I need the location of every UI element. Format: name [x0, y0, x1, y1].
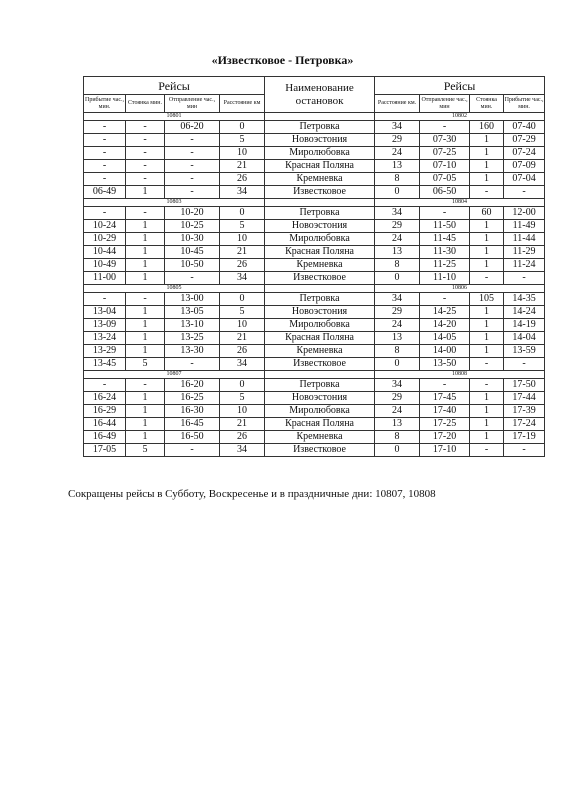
table-row — [84, 272, 545, 285]
trip-number: 10804 — [375, 199, 545, 207]
col-header-arrival: Прибытие час., мин. — [504, 95, 545, 113]
arrival-cell: 13-45 — [84, 358, 126, 371]
stop-name-cell: Петровка — [265, 121, 375, 134]
distance-cell: 10 — [220, 147, 265, 160]
stop-time-cell: 1 — [126, 418, 165, 431]
trip-number-row — [84, 285, 545, 293]
table-row — [84, 134, 545, 147]
arrival-cell: 07-04 — [504, 173, 545, 186]
distance-cell: 13 — [375, 246, 420, 259]
distance-cell: 26 — [220, 173, 265, 186]
arrival-cell: 07-24 — [504, 147, 545, 160]
arrival-cell: 10-29 — [84, 233, 126, 246]
trip-number: 10807 — [84, 371, 265, 379]
arrival-cell: - — [504, 444, 545, 457]
departure-cell: 13-50 — [420, 358, 470, 371]
departure-cell: 17-20 — [420, 431, 470, 444]
distance-cell: 8 — [375, 259, 420, 272]
distance-cell: 13 — [375, 160, 420, 173]
arrival-cell: 11-44 — [504, 233, 545, 246]
stop-time-cell: 1 — [470, 173, 504, 186]
arrival-cell: - — [84, 160, 126, 173]
departure-cell: 13-00 — [165, 293, 220, 306]
stop-time-cell: 1 — [470, 160, 504, 173]
distance-cell: 21 — [220, 332, 265, 345]
table-row — [84, 121, 545, 134]
stop-name-cell: Красная Поляна — [265, 246, 375, 259]
distance-cell: 29 — [375, 392, 420, 405]
distance-cell: 8 — [375, 345, 420, 358]
table-row — [84, 246, 545, 259]
stop-name-cell: Миролюбовка — [265, 233, 375, 246]
distance-cell: 5 — [220, 306, 265, 319]
arrival-cell: 10-24 — [84, 220, 126, 233]
departure-cell: - — [165, 444, 220, 457]
distance-cell: 13 — [375, 332, 420, 345]
stop-time-cell: 1 — [470, 220, 504, 233]
departure-cell: 07-05 — [420, 173, 470, 186]
arrival-cell: - — [84, 173, 126, 186]
table-row — [84, 418, 545, 431]
left-trips-header: Рейсы — [84, 77, 265, 95]
stop-time-cell: 1 — [126, 345, 165, 358]
stop-time-cell: 1 — [470, 134, 504, 147]
table-row — [84, 358, 545, 371]
departure-cell: 13-10 — [165, 319, 220, 332]
stop-time-cell: 1 — [126, 272, 165, 285]
stop-time-cell: 60 — [470, 207, 504, 220]
stop-time-cell: 1 — [470, 405, 504, 418]
distance-cell: 0 — [220, 121, 265, 134]
arrival-cell: 14-35 — [504, 293, 545, 306]
arrival-cell: - — [84, 207, 126, 220]
departure-cell: 07-10 — [420, 160, 470, 173]
stop-name-cell: Красная Поляна — [265, 332, 375, 345]
trip-number-spacer — [265, 199, 375, 207]
departure-cell: 16-30 — [165, 405, 220, 418]
stop-time-cell: - — [126, 379, 165, 392]
distance-cell: 29 — [375, 220, 420, 233]
stop-name-cell: Миролюбовка — [265, 405, 375, 418]
arrival-cell: 07-40 — [504, 121, 545, 134]
arrival-cell: 16-44 — [84, 418, 126, 431]
departure-cell: - — [420, 293, 470, 306]
stop-name-cell: Известковое — [265, 358, 375, 371]
distance-cell: 0 — [220, 207, 265, 220]
col-header-stop-time: Стоянка мин. — [470, 95, 504, 113]
stop-time-cell: 5 — [126, 444, 165, 457]
distance-cell: 0 — [375, 358, 420, 371]
arrival-cell: 11-49 — [504, 220, 545, 233]
arrival-cell: 06-49 — [84, 186, 126, 199]
stop-name-cell: Миролюбовка — [265, 147, 375, 160]
departure-cell: 14-20 — [420, 319, 470, 332]
trip-number-row — [84, 371, 545, 379]
stop-time-cell: 1 — [470, 233, 504, 246]
stop-name-cell: Петровка — [265, 207, 375, 220]
arrival-cell: 17-39 — [504, 405, 545, 418]
departure-cell: 10-30 — [165, 233, 220, 246]
departure-cell: - — [165, 186, 220, 199]
departure-cell: 07-25 — [420, 147, 470, 160]
table-row — [84, 405, 545, 418]
distance-cell: 34 — [375, 293, 420, 306]
arrival-cell: 11-00 — [84, 272, 126, 285]
distance-cell: 34 — [375, 379, 420, 392]
distance-cell: 21 — [220, 160, 265, 173]
col-header-departure: Отправление час., мин — [420, 95, 470, 113]
distance-cell: 26 — [220, 345, 265, 358]
arrival-cell: - — [504, 186, 545, 199]
arrival-cell: 07-29 — [504, 134, 545, 147]
distance-cell: 34 — [220, 358, 265, 371]
arrival-cell: 17-05 — [84, 444, 126, 457]
distance-cell: 5 — [220, 134, 265, 147]
departure-cell: - — [165, 160, 220, 173]
arrival-cell: 14-24 — [504, 306, 545, 319]
table-row — [84, 160, 545, 173]
stop-time-cell: 1 — [126, 392, 165, 405]
trip-number-spacer — [265, 285, 375, 293]
arrival-cell: 17-44 — [504, 392, 545, 405]
departure-cell: 17-10 — [420, 444, 470, 457]
stop-time-cell: 1 — [470, 345, 504, 358]
stop-name-cell: Петровка — [265, 293, 375, 306]
departure-cell: - — [420, 121, 470, 134]
distance-cell: 0 — [375, 186, 420, 199]
stop-name-cell: Красная Поляна — [265, 418, 375, 431]
distance-cell: 5 — [220, 220, 265, 233]
trip-number: 10803 — [84, 199, 265, 207]
stop-time-cell: 1 — [470, 319, 504, 332]
trip-number: 10806 — [375, 285, 545, 293]
distance-cell: 29 — [375, 134, 420, 147]
stop-time-cell: 1 — [470, 332, 504, 345]
departure-cell: - — [165, 147, 220, 160]
stop-name-cell: Новоэстония — [265, 392, 375, 405]
arrival-cell: 10-44 — [84, 246, 126, 259]
arrival-cell: - — [504, 358, 545, 371]
stop-time-cell: 105 — [470, 293, 504, 306]
right-trips-header: Рейсы — [375, 77, 545, 95]
stop-name-cell: Новоэстония — [265, 220, 375, 233]
departure-cell: 06-20 — [165, 121, 220, 134]
departure-cell: 13-30 — [165, 345, 220, 358]
stop-time-cell: 1 — [126, 431, 165, 444]
departure-cell: 10-25 — [165, 220, 220, 233]
departure-cell: 16-25 — [165, 392, 220, 405]
stop-time-cell: 1 — [470, 306, 504, 319]
distance-cell: 8 — [375, 431, 420, 444]
distance-cell: 5 — [220, 392, 265, 405]
stop-time-cell: 1 — [126, 319, 165, 332]
arrival-cell: 14-19 — [504, 319, 545, 332]
trip-number-row — [84, 113, 545, 121]
stop-time-cell: - — [126, 134, 165, 147]
stop-time-cell: 1 — [470, 147, 504, 160]
table-row — [84, 431, 545, 444]
departure-cell: 10-20 — [165, 207, 220, 220]
departure-cell: 17-40 — [420, 405, 470, 418]
arrival-cell: - — [84, 379, 126, 392]
distance-cell: 26 — [220, 431, 265, 444]
arrival-cell: 13-24 — [84, 332, 126, 345]
distance-cell: 29 — [375, 306, 420, 319]
stop-time-cell: 1 — [126, 186, 165, 199]
arrival-cell: 07-09 — [504, 160, 545, 173]
stops-header: Наименование остановок — [265, 77, 375, 113]
departure-cell: - — [165, 272, 220, 285]
distance-cell: 0 — [220, 293, 265, 306]
table-row — [84, 379, 545, 392]
stop-time-cell: 1 — [470, 259, 504, 272]
departure-cell: 14-00 — [420, 345, 470, 358]
stop-name-cell: Кремневка — [265, 431, 375, 444]
stop-time-cell: - — [126, 207, 165, 220]
stop-time-cell: 1 — [470, 392, 504, 405]
stop-name-cell: Известковое — [265, 272, 375, 285]
timetable — [83, 76, 545, 457]
arrival-cell: 16-24 — [84, 392, 126, 405]
departure-cell: 10-50 — [165, 259, 220, 272]
table-row — [84, 444, 545, 457]
stop-name-cell: Известковое — [265, 444, 375, 457]
page-title: «Известковое - Петровка» — [211, 53, 354, 67]
departure-cell: 16-20 — [165, 379, 220, 392]
table-row — [84, 173, 545, 186]
departure-cell: 11-45 — [420, 233, 470, 246]
arrival-cell: - — [84, 121, 126, 134]
stop-time-cell: - — [470, 272, 504, 285]
stop-name-cell: Известковое — [265, 186, 375, 199]
distance-cell: 21 — [220, 418, 265, 431]
table-row — [84, 147, 545, 160]
trip-number-spacer — [265, 371, 375, 379]
arrival-cell: 13-04 — [84, 306, 126, 319]
footnote: Сокращены рейсы в Субботу, Воскресенье и в праздничные дни: 10807, 10808 — [68, 488, 436, 500]
stop-time-cell: - — [470, 444, 504, 457]
distance-cell: 34 — [220, 444, 265, 457]
departure-cell: - — [165, 358, 220, 371]
stop-name-cell: Кремневка — [265, 173, 375, 186]
arrival-cell: 11-29 — [504, 246, 545, 259]
departure-cell: 11-10 — [420, 272, 470, 285]
distance-cell: 24 — [375, 319, 420, 332]
stop-time-cell: - — [470, 186, 504, 199]
stop-time-cell: - — [126, 121, 165, 134]
table-row — [84, 259, 545, 272]
col-header-distance: Расстояние км. — [375, 95, 420, 113]
arrival-cell: 16-29 — [84, 405, 126, 418]
departure-cell: 17-45 — [420, 392, 470, 405]
stop-name-cell: Кремневка — [265, 259, 375, 272]
arrival-cell: 12-00 — [504, 207, 545, 220]
departure-cell: 11-50 — [420, 220, 470, 233]
stop-name-cell: Красная Поляна — [265, 160, 375, 173]
departure-cell: 10-45 — [165, 246, 220, 259]
trip-number: 10802 — [375, 113, 545, 121]
departure-cell: 13-05 — [165, 306, 220, 319]
table-row — [84, 207, 545, 220]
departure-cell: 13-25 — [165, 332, 220, 345]
stop-time-cell: - — [126, 160, 165, 173]
stop-time-cell: 1 — [126, 306, 165, 319]
departure-cell: - — [420, 379, 470, 392]
stop-time-cell: 1 — [126, 233, 165, 246]
trip-number: 10808 — [375, 371, 545, 379]
stop-time-cell: 160 — [470, 121, 504, 134]
stop-time-cell: 1 — [126, 259, 165, 272]
arrival-cell: 17-50 — [504, 379, 545, 392]
stop-name-cell: Новоэстония — [265, 134, 375, 147]
distance-cell: 0 — [220, 379, 265, 392]
arrival-cell: 17-24 — [504, 418, 545, 431]
stop-time-cell: 1 — [126, 220, 165, 233]
table-row — [84, 332, 545, 345]
departure-cell: 17-25 — [420, 418, 470, 431]
arrival-cell: - — [84, 293, 126, 306]
distance-cell: 10 — [220, 405, 265, 418]
stop-time-cell: 1 — [470, 431, 504, 444]
stop-time-cell: - — [126, 147, 165, 160]
arrival-cell: 10-49 — [84, 259, 126, 272]
departure-cell: 16-50 — [165, 431, 220, 444]
trip-number-row — [84, 199, 545, 207]
departure-cell: 11-25 — [420, 259, 470, 272]
departure-cell: - — [420, 207, 470, 220]
table-row — [84, 392, 545, 405]
stop-name-cell: Кремневка — [265, 345, 375, 358]
stop-time-cell: 1 — [126, 332, 165, 345]
distance-cell: 13 — [375, 418, 420, 431]
arrival-cell: 13-59 — [504, 345, 545, 358]
distance-cell: 0 — [375, 272, 420, 285]
col-header-stop-time: Стоянка мин. — [126, 95, 165, 113]
stop-name-cell: Петровка — [265, 379, 375, 392]
table-row — [84, 345, 545, 358]
departure-cell: 11-30 — [420, 246, 470, 259]
distance-cell: 26 — [220, 259, 265, 272]
departure-cell: 14-25 — [420, 306, 470, 319]
trip-number: 10805 — [84, 285, 265, 293]
stop-time-cell: - — [470, 358, 504, 371]
arrival-cell: 13-09 — [84, 319, 126, 332]
distance-cell: 8 — [375, 173, 420, 186]
distance-cell: 24 — [375, 405, 420, 418]
arrival-cell: 17-19 — [504, 431, 545, 444]
header-row-groups — [84, 77, 545, 95]
arrival-cell: - — [84, 134, 126, 147]
distance-cell: 24 — [375, 147, 420, 160]
table-row — [84, 319, 545, 332]
stop-name-cell: Миролюбовка — [265, 319, 375, 332]
stop-time-cell: 1 — [470, 246, 504, 259]
table-row — [84, 306, 545, 319]
trip-number: 10801 — [84, 113, 265, 121]
stop-time-cell: 5 — [126, 358, 165, 371]
distance-cell: 34 — [220, 272, 265, 285]
table-row — [84, 293, 545, 306]
arrival-cell: - — [504, 272, 545, 285]
stop-time-cell: - — [126, 293, 165, 306]
distance-cell: 21 — [220, 246, 265, 259]
stop-time-cell: - — [126, 173, 165, 186]
stop-time-cell: 1 — [126, 405, 165, 418]
trip-number-spacer — [265, 113, 375, 121]
arrival-cell: - — [84, 147, 126, 160]
table-row — [84, 220, 545, 233]
timetable-body — [84, 77, 545, 457]
departure-cell: 06-50 — [420, 186, 470, 199]
distance-cell: 24 — [375, 233, 420, 246]
distance-cell: 34 — [220, 186, 265, 199]
arrival-cell: 11-24 — [504, 259, 545, 272]
distance-cell: 34 — [375, 207, 420, 220]
departure-cell: 16-45 — [165, 418, 220, 431]
col-header-arrival: Прибытие час., мин. — [84, 95, 126, 113]
distance-cell: 0 — [375, 444, 420, 457]
arrival-cell: 16-49 — [84, 431, 126, 444]
table-row — [84, 233, 545, 246]
departure-cell: 14-05 — [420, 332, 470, 345]
distance-cell: 10 — [220, 319, 265, 332]
distance-cell: 10 — [220, 233, 265, 246]
table-row — [84, 186, 545, 199]
departure-cell: 07-30 — [420, 134, 470, 147]
departure-cell: - — [165, 173, 220, 186]
stop-name-cell: Новоэстония — [265, 306, 375, 319]
col-header-distance: Расстояние км — [220, 95, 265, 113]
stop-time-cell: - — [470, 379, 504, 392]
arrival-cell: 14-04 — [504, 332, 545, 345]
stop-time-cell: 1 — [470, 418, 504, 431]
distance-cell: 34 — [375, 121, 420, 134]
arrival-cell: 13-29 — [84, 345, 126, 358]
departure-cell: - — [165, 134, 220, 147]
stop-time-cell: 1 — [126, 246, 165, 259]
col-header-departure: Отправление час., мин — [165, 95, 220, 113]
